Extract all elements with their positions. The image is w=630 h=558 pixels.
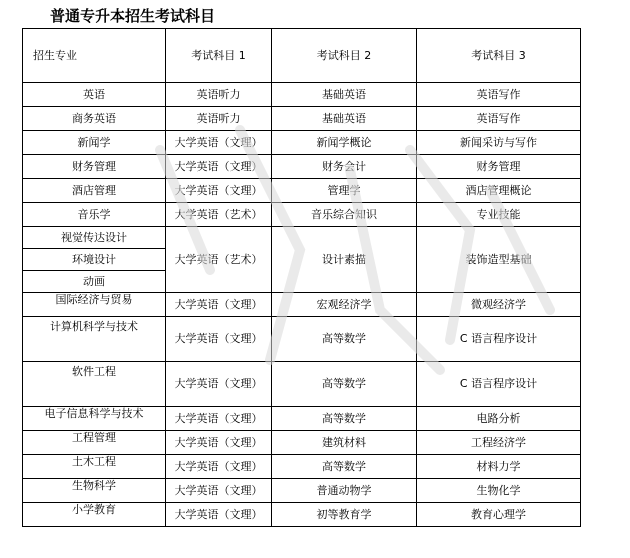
subject-2-cell: 高等数学 bbox=[272, 362, 417, 407]
subject-2-cell: 初等教育学 bbox=[272, 503, 417, 527]
table-row bbox=[23, 293, 581, 317]
major-cell: 工程管理 bbox=[23, 431, 166, 455]
table-row bbox=[23, 455, 581, 479]
subject-2-cell: 基础英语 bbox=[272, 83, 417, 107]
header-subject-1: 考试科目 1 bbox=[166, 29, 272, 83]
table-row bbox=[23, 203, 581, 227]
subject-3-cell: 新闻采访与写作 bbox=[417, 131, 581, 155]
subject-3-cell: 电路分析 bbox=[417, 407, 581, 431]
subject-1-cell: 英语听力 bbox=[166, 107, 272, 131]
page-title: 普通专升本招生考试科目 bbox=[50, 7, 216, 25]
header-subject-2: 考试科目 2 bbox=[272, 29, 417, 83]
table-row bbox=[23, 155, 581, 179]
major-cell: 音乐学 bbox=[23, 203, 166, 227]
major-cell: 电子信息科学与技术 bbox=[23, 407, 166, 431]
subject-1-cell: 大学英语（文理） bbox=[166, 479, 272, 503]
table-header-row bbox=[23, 29, 581, 83]
subject-1-cell: 大学英语（文理） bbox=[166, 362, 272, 407]
table-row bbox=[23, 407, 581, 431]
subject-1-cell: 英语听力 bbox=[166, 83, 272, 107]
table-row bbox=[23, 503, 581, 527]
subject-3-cell: 英语写作 bbox=[417, 107, 581, 131]
major-cell: 动画 bbox=[23, 271, 166, 293]
subject-3-cell: 教育心理学 bbox=[417, 503, 581, 527]
subject-1-cell: 大学英语（文理） bbox=[166, 317, 272, 362]
major-cell: 酒店管理 bbox=[23, 179, 166, 203]
subject-1-cell: 大学英语（艺术） bbox=[166, 203, 272, 227]
subject-3-cell: 微观经济学 bbox=[417, 293, 581, 317]
subject-3-cell: 生物化学 bbox=[417, 479, 581, 503]
subject-3-cell: 装饰造型基础 bbox=[417, 227, 581, 293]
table-row bbox=[23, 317, 581, 362]
subject-2-cell: 高等数学 bbox=[272, 317, 417, 362]
subject-2-cell: 高等数学 bbox=[272, 407, 417, 431]
table-row bbox=[23, 227, 581, 249]
major-cell: 生物科学 bbox=[23, 479, 166, 503]
table-row bbox=[23, 107, 581, 131]
major-cell: 视觉传达设计 bbox=[23, 227, 166, 249]
subject-3-cell: 专业技能 bbox=[417, 203, 581, 227]
subject-1-cell: 大学英语（文理） bbox=[166, 293, 272, 317]
exam-subjects-table bbox=[22, 28, 581, 527]
subject-2-cell: 高等数学 bbox=[272, 455, 417, 479]
subject-1-cell: 大学英语（文理） bbox=[166, 179, 272, 203]
subject-2-cell: 财务会计 bbox=[272, 155, 417, 179]
subject-1-cell: 大学英语（文理） bbox=[166, 407, 272, 431]
major-cell: 小学教育 bbox=[23, 503, 166, 527]
header-subject-3: 考试科目 3 bbox=[417, 29, 581, 83]
subject-2-cell: 音乐综合知识 bbox=[272, 203, 417, 227]
subject-1-cell: 大学英语（文理） bbox=[166, 455, 272, 479]
subject-3-cell: 材料力学 bbox=[417, 455, 581, 479]
major-cell: 国际经济与贸易 bbox=[23, 293, 166, 317]
major-cell: 新闻学 bbox=[23, 131, 166, 155]
subject-1-cell: 大学英语（文理） bbox=[166, 131, 272, 155]
subject-3-cell: 工程经济学 bbox=[417, 431, 581, 455]
subject-2-cell: 建筑材料 bbox=[272, 431, 417, 455]
major-cell: 商务英语 bbox=[23, 107, 166, 131]
table-row bbox=[23, 479, 581, 503]
major-cell: 环境设计 bbox=[23, 249, 166, 271]
major-cell: 财务管理 bbox=[23, 155, 166, 179]
subject-1-cell: 大学英语（文理） bbox=[166, 431, 272, 455]
subject-2-cell: 基础英语 bbox=[272, 107, 417, 131]
major-cell: 软件工程 bbox=[23, 362, 166, 407]
table-row bbox=[23, 83, 581, 107]
subject-2-cell: 设计素描 bbox=[272, 227, 417, 293]
table-row bbox=[23, 431, 581, 455]
table-row bbox=[23, 362, 581, 407]
subject-2-cell: 普通动物学 bbox=[272, 479, 417, 503]
header-major: 招生专业 bbox=[23, 29, 166, 83]
subject-1-cell: 大学英语（文理） bbox=[166, 503, 272, 527]
subject-1-cell: 大学英语（艺术） bbox=[166, 227, 272, 293]
subject-3-cell: 财务管理 bbox=[417, 155, 581, 179]
table-row bbox=[23, 131, 581, 155]
subject-3-cell: C 语言程序设计 bbox=[417, 317, 581, 362]
subject-3-cell: C 语言程序设计 bbox=[417, 362, 581, 407]
subject-2-cell: 管理学 bbox=[272, 179, 417, 203]
major-cell: 英语 bbox=[23, 83, 166, 107]
subject-2-cell: 宏观经济学 bbox=[272, 293, 417, 317]
subject-2-cell: 新闻学概论 bbox=[272, 131, 417, 155]
subject-3-cell: 酒店管理概论 bbox=[417, 179, 581, 203]
major-cell: 计算机科学与技术 bbox=[23, 317, 166, 362]
subject-1-cell: 大学英语（文理） bbox=[166, 155, 272, 179]
major-cell: 土木工程 bbox=[23, 455, 166, 479]
table-row bbox=[23, 179, 581, 203]
subject-3-cell: 英语写作 bbox=[417, 83, 581, 107]
